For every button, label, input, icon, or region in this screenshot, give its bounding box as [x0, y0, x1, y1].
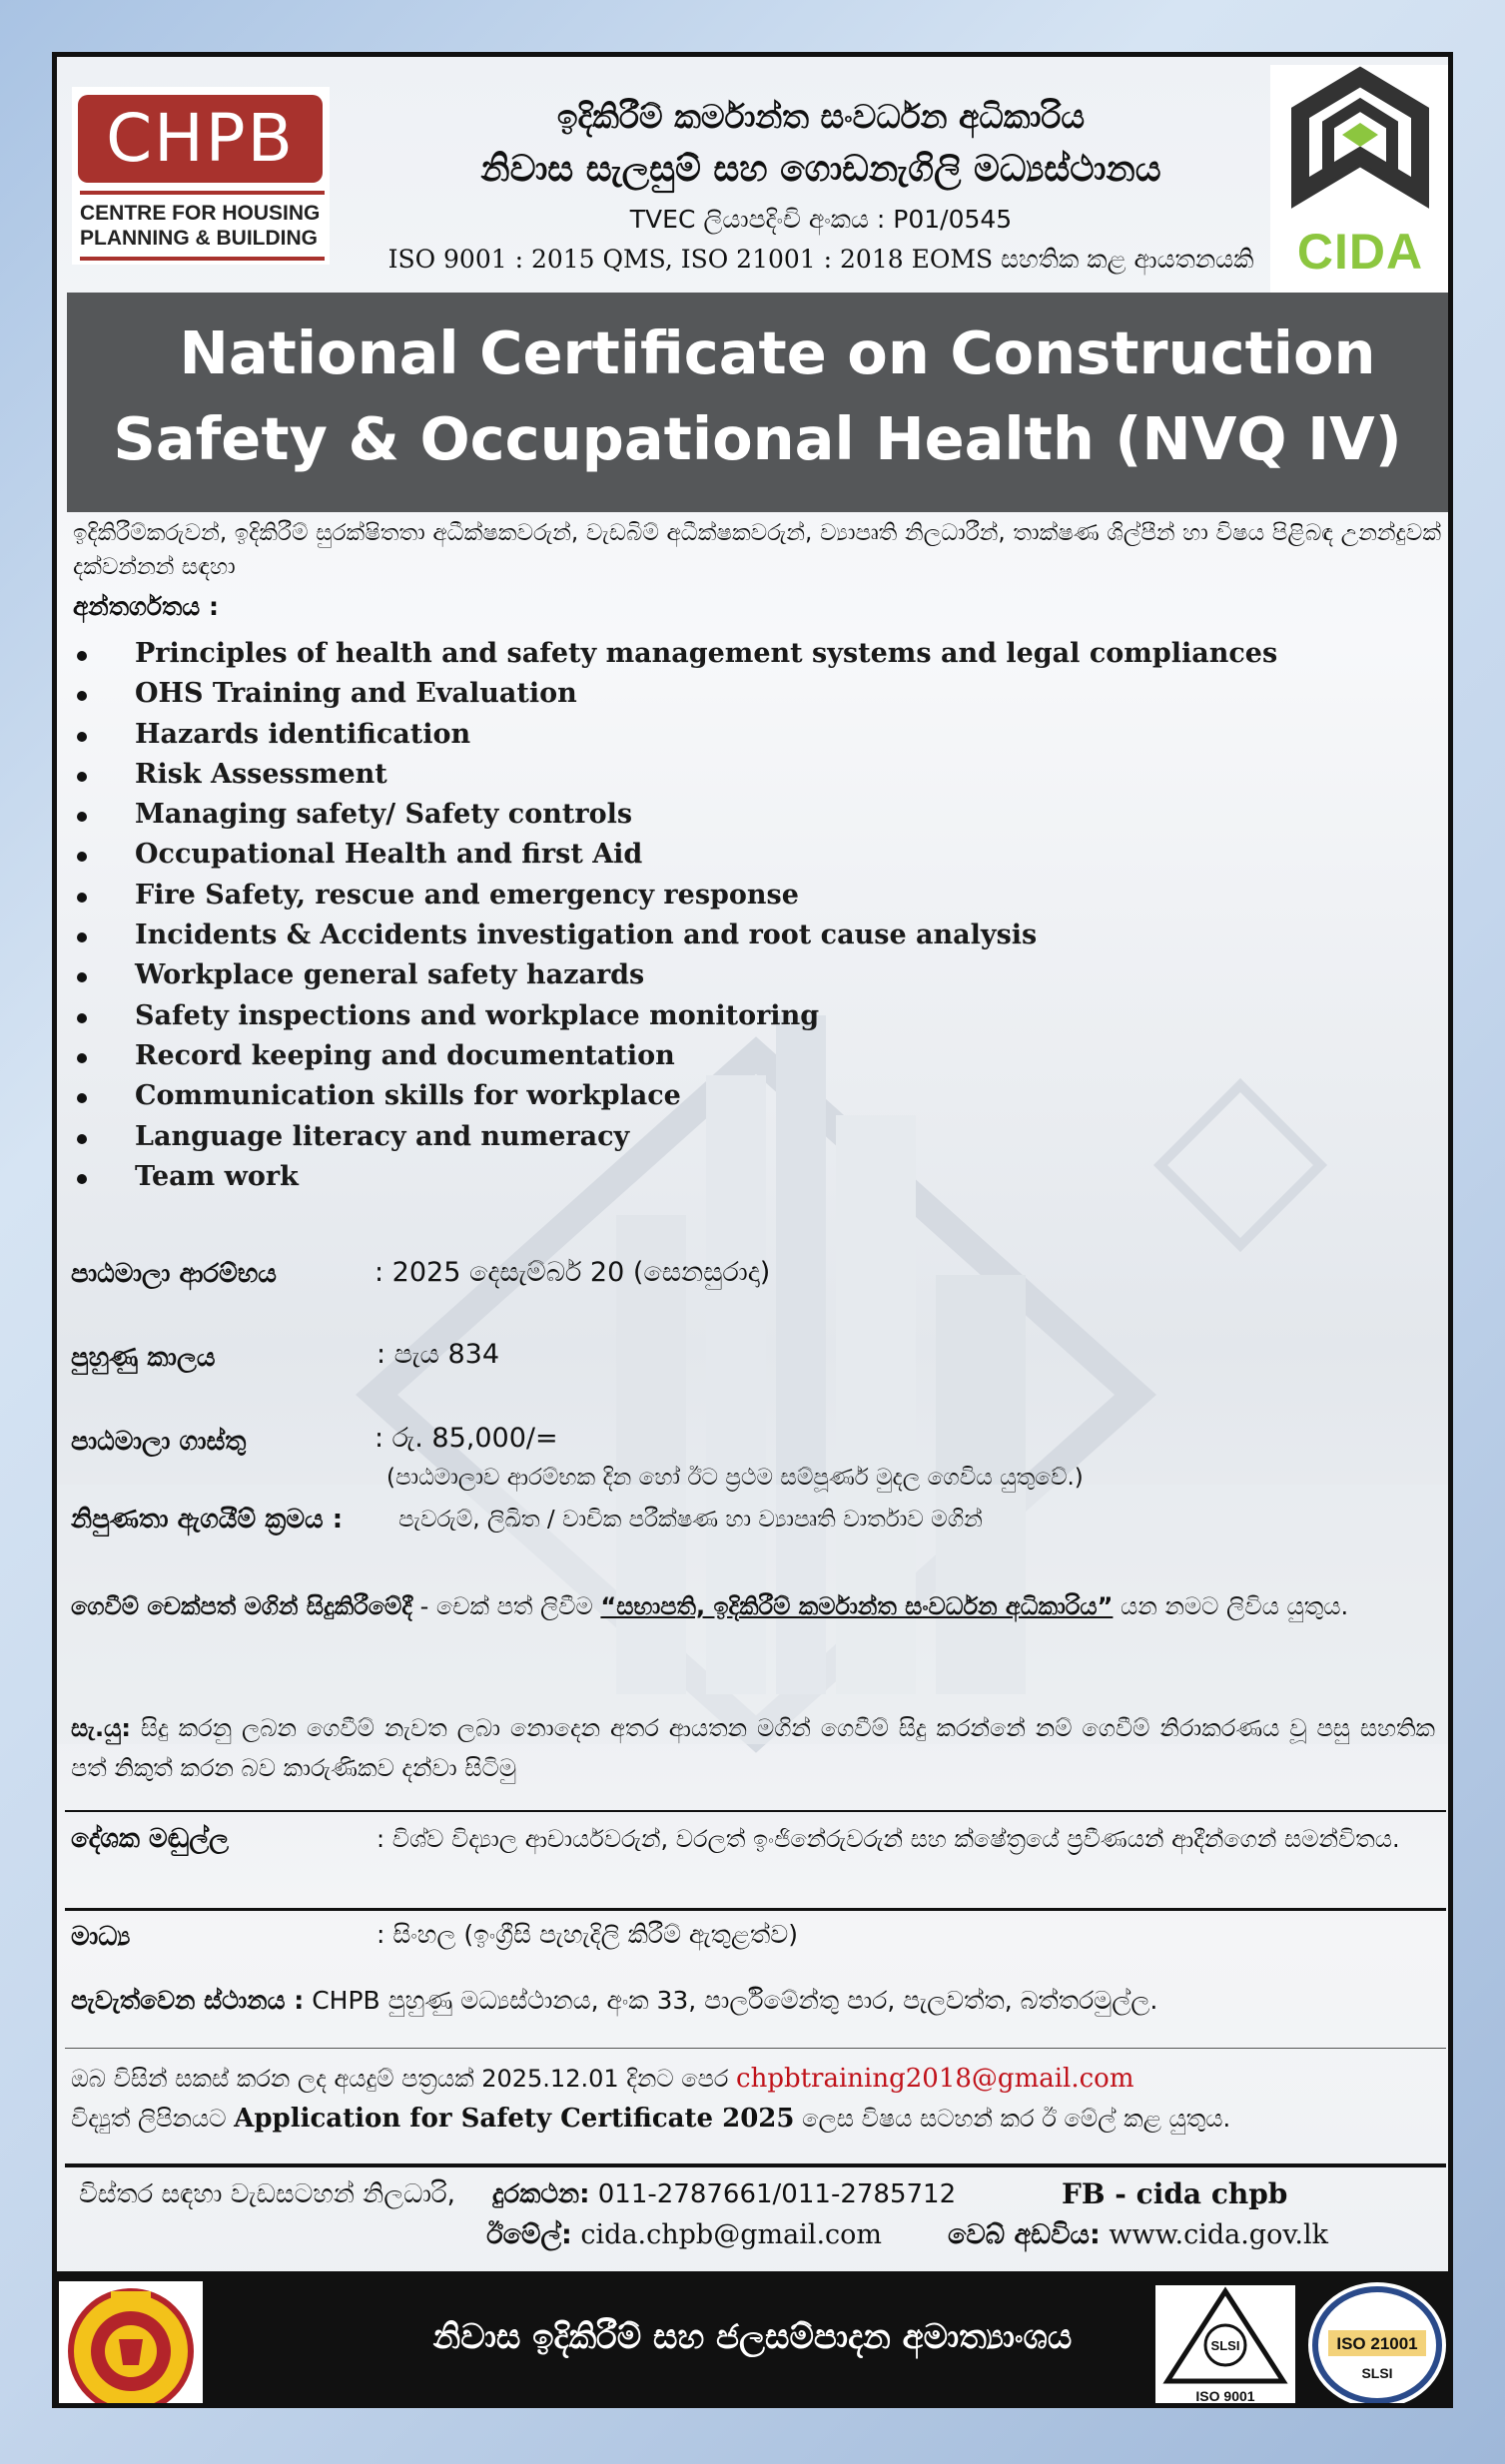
course-contents-list: [71, 634, 1369, 1197]
iso-certification-line: ISO 9001 : 2015 QMS, ISO 21001 : 2018 EOMS සහතික කළ ආයතනයකි: [387, 245, 1254, 274]
chpb-sub-line1: CENTRE FOR HOUSING: [80, 202, 321, 225]
list-item: Incidents & Accidents investigation and root cause analysis: [71, 916, 1369, 955]
application-line2: [71, 2104, 1230, 2134]
divider: [65, 2163, 1446, 2167]
course-start-label: පාඨමාලා ආරම්භය: [71, 1259, 277, 1289]
training-email-link[interactable]: chpbtraining2018@gmail.com: [736, 2064, 1134, 2094]
divider: [65, 2048, 1446, 2049]
assessment-method-value: පැවරුම්, ලිඛිත / වාචික පරීක්ෂණ හා ව්‍යාපෘති වාර්තාව මගින්: [398, 1507, 983, 1533]
org-name-line2: නිවාස සැලසුම් සහ ගොඩනැගිලි මධ්‍යස්ථානය: [480, 149, 1161, 190]
website-link[interactable]: www.cida.gov.lk: [1109, 2219, 1328, 2250]
cida-logo: [1270, 65, 1450, 295]
iso21001-badge: [1308, 2282, 1446, 2408]
list-item: Occupational Health and first Aid: [71, 835, 1369, 875]
list-item: Language literacy and numeracy: [71, 1117, 1369, 1157]
note-lead: සැ.යු:: [71, 1714, 131, 1742]
lecture-panel-value: : විශ්ව විද්‍යාල ආචාර්යවරුන්, වරලත් ඉංජිනේරුවරුන් සහ ක්ෂේත්‍රයේ ප්‍රවීණයන් ආදීන්ගෙන් සමන්විතය.: [376, 1825, 1400, 1853]
training-duration-value: : පැය 834: [376, 1339, 500, 1370]
national-emblem-icon: [59, 2281, 203, 2408]
cheque-tail: යන නමට ලිවිය යුතුය.: [1113, 1592, 1349, 1620]
contact-email-link[interactable]: cida.chpb@gmail.com: [580, 2219, 883, 2250]
list-item: Risk Assessment: [71, 755, 1369, 795]
phone-label: දුරකථන:: [492, 2179, 590, 2209]
iso-badge-sub: SLSI: [1361, 2365, 1393, 2381]
note-text: සිදු කරනු ලබන ගෙවීම් නැවත ලබා නොදෙන අතර ආයතන මගින් ගෙවීම් සිදු කරන්නේ නම් ගෙවීම් නිරාකරණය වූ පසු සහතික පත් නිකුත් කරන බව කාරුණිකව දන්වා සිටිමු: [71, 1714, 1435, 1782]
divider: [65, 1810, 1446, 1812]
email-subject: Application for Safety Certificate 2025: [234, 2104, 795, 2134]
course-start-value: : 2025 දෙසැම්බර් 20 (සෙනසුරාදා): [375, 1257, 771, 1288]
divider: [65, 1908, 1446, 1911]
list-item: Principles of health and safety management systems and legal compliances: [71, 634, 1369, 674]
chpb-sub-line2: PLANNING & BUILDING: [80, 227, 318, 250]
facebook-page: [1062, 2177, 1287, 2210]
slsi-badge-text: SLSI: [1210, 2338, 1240, 2353]
iso-badge-text: ISO 21001: [1336, 2334, 1418, 2353]
venue-label: පැවැත්වෙන ස්ථානය :: [71, 1986, 305, 2015]
cheque-instruction: [71, 1586, 1435, 1626]
list-item: Safety inspections and workplace monitoring: [71, 996, 1369, 1036]
tvec-registration: TVEC ලියාපදිංචි අංකය : P01/0545: [629, 205, 1013, 234]
phone-contact: [492, 2179, 956, 2210]
cheque-payee: “සභාපති, ඉදිකිරීම් කර්මාන්ත සංවර්ධන අධිකාරිය”: [600, 1592, 1114, 1620]
sri-lanka-emblem: [59, 2281, 203, 2408]
list-item: Fire Safety, rescue and emergency response: [71, 876, 1369, 916]
course-fee-note: (පාඨමාලාව ආරම්භක දින හෝ ඊට ප්‍රථම සම්පූර්ණ මුදල ගෙවිය යුතුවේ.): [386, 1465, 1084, 1491]
list-item: Workplace general safety hazards: [71, 955, 1369, 995]
course-title-band: [67, 293, 1448, 512]
course-fee-value: : රු. 85,000/=: [375, 1423, 558, 1454]
contact-officer: විස්තර සඳහා වැඩසටහන් නිලධාරි,: [79, 2179, 455, 2209]
list-item: Team work: [71, 1157, 1369, 1197]
application-line1: [71, 2064, 1133, 2094]
contents-heading: අන්තර්ගතය :: [73, 592, 219, 621]
medium-label: මාධ්‍ය: [71, 1922, 131, 1952]
application-text: විද්‍යුත් ලිපිනයට: [71, 2105, 235, 2133]
chpb-logo-text: CHPB: [78, 95, 323, 183]
application-text: ඔබ විසින් සකස් කරන ලද අයදුම් පත්‍රයක් 2025.12.01 දිනට පෙර: [71, 2065, 737, 2093]
ministry-name: නිවාස ඉදිකිරීම් සහ ජලසම්පාදන අමාත්‍යාංශය: [432, 2317, 1073, 2357]
payment-note: [71, 1708, 1435, 1788]
cida-logo-text: CIDA: [1296, 224, 1424, 280]
list-item: Managing safety/ Safety controls: [71, 795, 1369, 835]
logo-divider: [80, 191, 325, 195]
target-audience-text: ඉදිකිරීම්කරුවන්, ඉදිකිරීම් සුරක්ෂිතතා අධීක්ෂකවරුන්, වැඩබිම් අධීක්ෂකවරුන්, ව්‍යාපෘති නිලධාරීන්, තාක්ෂණ ශිල්පීන් හා විෂය පිළිබඳ උනන්දුවක් දක්වන්නන් සඳහා: [73, 520, 1441, 580]
poster-frame: [52, 52, 1453, 2408]
chpb-logo-subtitle: [80, 201, 325, 251]
chpb-logo: [72, 87, 330, 265]
course-title-line2: Safety & Occupational Health (NVQ IV): [113, 404, 1402, 473]
org-name-line1: ඉදිකිරීම් කර්මාන්ත සංවර්ධන අධිකාරිය: [556, 97, 1086, 136]
logo-divider: [80, 257, 325, 261]
cheque-lead: ගෙවීම් චෙක්පත් මගින් සිදුකිරීමේදී: [71, 1592, 412, 1620]
slsi-iso9001-badge: [1155, 2285, 1295, 2407]
training-duration-label: පුහුණු කාලය: [71, 1343, 216, 1373]
list-item: Record keeping and documentation: [71, 1036, 1369, 1076]
medium-value: : සිංහල (ඉංග්‍රීසි පැහැදිලි කිරීම් ඇතුළත්ව): [376, 1920, 799, 1949]
application-text: ලෙස විෂය සටහන් කර ඊ මේල් කළ යුතුය.: [794, 2105, 1231, 2133]
facebook-label[interactable]: FB - cida chpb: [1062, 2177, 1288, 2210]
email-contact: [486, 2219, 882, 2251]
venue-value: CHPB පුහුණු මධ්‍යස්ථානය, අංක 33, පාර්ලිමේන්තු පාර, පැලවත්ත, බත්තරමුල්ල.: [312, 1986, 1158, 2015]
cida-emblem-icon: [1270, 65, 1450, 225]
email-label: ඊමේල්:: [486, 2219, 572, 2250]
assessment-method-label: නිපුණතා ඇගයීම් ක්‍රමය :: [71, 1505, 344, 1535]
list-item: Hazards identification: [71, 715, 1369, 755]
course-fee-label: පාඨමාලා ගාස්තු: [71, 1427, 247, 1457]
list-item: Communication skills for workplace: [71, 1076, 1369, 1116]
website-contact: [948, 2219, 1328, 2251]
phone-number[interactable]: 011-2787661/011-2785712: [597, 2179, 957, 2209]
course-title-line1: National Certificate on Construction: [179, 318, 1376, 387]
slsi-iso-text: ISO 9001: [1195, 2388, 1255, 2404]
iso-certification-icon: [1308, 2282, 1446, 2408]
list-item: OHS Training and Evaluation: [71, 674, 1369, 714]
venue: [71, 1986, 1157, 2016]
cheque-mid: - චෙක් පත් ලිවීම: [411, 1592, 601, 1620]
slsi-certification-icon: [1155, 2285, 1295, 2407]
lecture-panel-label: දේශක මඬුල්ල: [71, 1824, 229, 1854]
website-label: වෙබ් අඩවිය:: [948, 2219, 1101, 2250]
